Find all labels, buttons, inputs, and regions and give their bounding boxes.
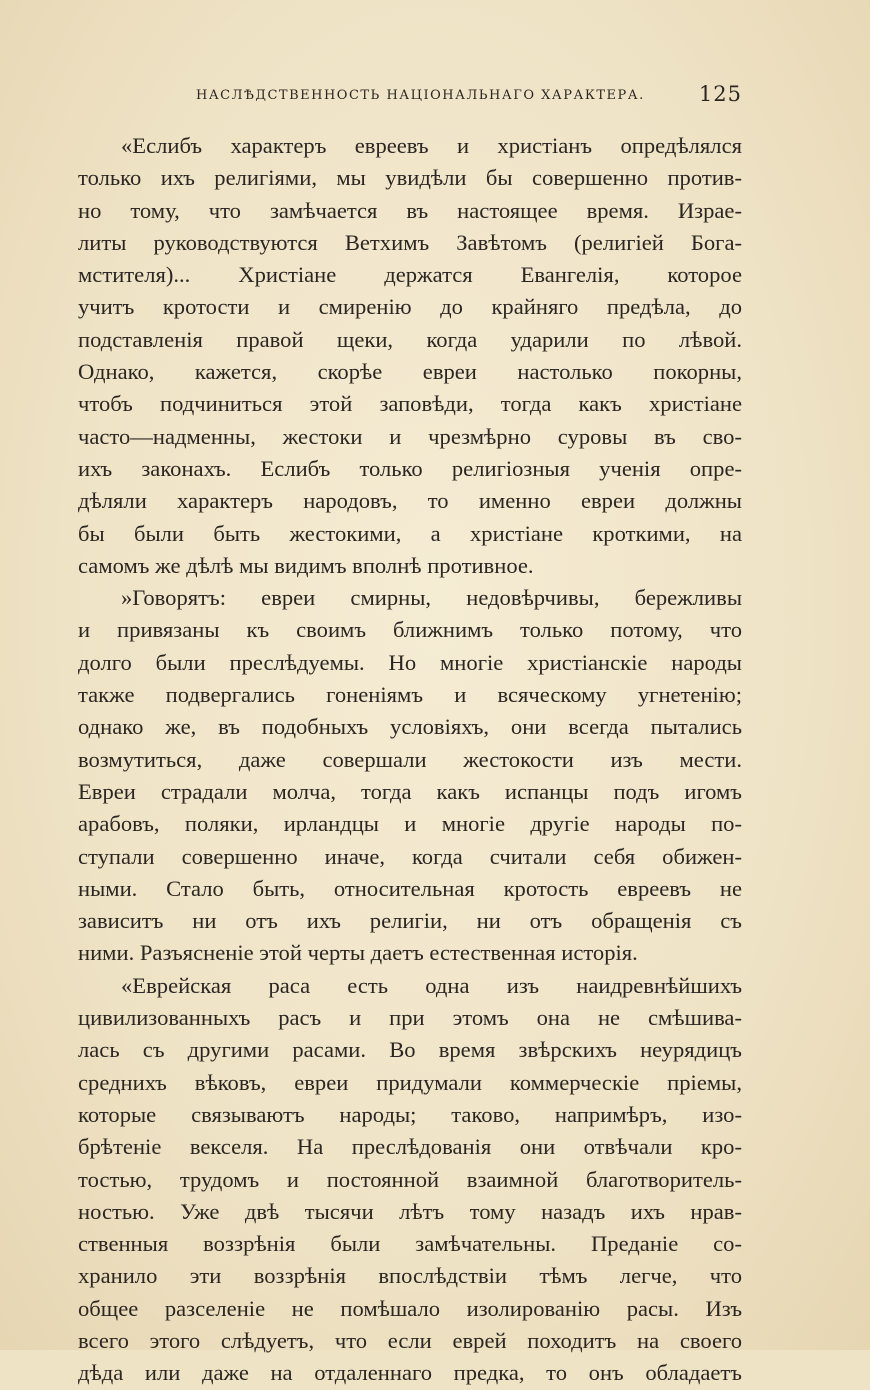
text-line: ступали совершенно иначе, когда считали себя обижен- [78,843,742,869]
text-line: ственныя воззрѣнія были замѣчательны. Преданіе со- [78,1231,742,1257]
text-line: брѣтеніе векселя. На преслѣдованія они отвѣчали кро- [78,1134,742,1160]
text-line: »Говорятъ: евреи смирны, недовѣрчивы, бережливы [121,585,742,611]
text-line: общее разселеніе не помѣшало изолированію расы. Изъ [78,1295,742,1321]
text-line: ихъ законахъ. Еслибъ только религіозныя ученія опре- [78,455,742,481]
text-line: дѣда или даже на отдаленнаго предка, то онъ обладаетъ [78,1360,742,1386]
text-line: всего этого слѣдуетъ, что если еврей походитъ на своего [78,1327,742,1353]
text-line: цивилизованныхъ расъ и при этомъ она не смѣшива- [78,1005,742,1031]
text-line: ностью. Уже двѣ тысячи лѣтъ тому назадъ ихъ нрав- [78,1198,742,1224]
text-line: литы руководствуются Ветхимъ Завѣтомъ (религіей Бога- [78,229,742,255]
text-line: Однако, кажется, скорѣе евреи настолько покорны, [78,359,742,385]
text-line: которые связываютъ народы; таково, напримѣръ, изо- [78,1101,742,1127]
text-line: мстителя)... Христіане держатся Евангелія, которое [78,262,742,288]
text-line: лась съ другими расами. Во время звѣрскихъ неурядицъ [78,1037,742,1063]
text-line: тостью, трудомъ и постоянной взаимной благотворитель- [78,1166,742,1192]
text-line: «Еврейская раса есть одна изъ наидревнѣйшихъ [121,972,742,998]
text-line: Евреи страдали молча, тогда какъ испанцы подъ игомъ [78,778,742,804]
text-line: подставленія правой щеки, когда ударили по лѣвой. [78,326,742,352]
text-line: ними. Разъясненіе этой черты даетъ естественная исторія. [78,940,638,966]
text-line: также подвергались гоненіямъ и всяческому угнетенію; [78,682,742,708]
text-line: хранило эти воззрѣнія впослѣдствіи тѣмъ легче, что [78,1263,742,1289]
text-line: однако же, въ подобныхъ условіяхъ, они всегда пытались [78,714,742,740]
page-number: 125 [698,82,742,106]
text-line: зависитъ ни отъ ихъ религіи, ни отъ обращенія съ [78,908,742,934]
body-text [78,130,742,1390]
text-line: дѣляли характеръ народовъ, то именно евреи должны [78,488,742,514]
text-line: долго были преслѣдуемы. Но многіе христіанскіе народы [78,649,742,675]
text-line: чтобъ подчиниться этой заповѣди, тогда какъ христіане [78,391,742,417]
text-line: среднихъ вѣковъ, евреи придумали коммерческіе пріемы, [78,1069,742,1095]
page-header [78,82,742,112]
text-line: только ихъ религіями, мы увидѣли бы совершенно против- [78,165,742,191]
text-line: возмутиться, даже совершали жестокости изъ мести. [78,746,742,772]
text-line: арабовъ, поляки, ирландцы и многіе другіе народы по- [78,811,742,837]
text-line: бы были быть жестокими, а христіане кроткими, на [78,520,742,546]
text-line: и привязаны къ своимъ ближнимъ только потому, что [78,617,742,643]
text-line: самомъ же дѣлѣ мы видимъ вполнѣ противное. [78,552,534,578]
text-line: часто—надменны, жестоки и чрезмѣрно суровы въ сво- [78,423,742,449]
text-line: учитъ кротости и смиренію до крайняго предѣла, до [78,294,742,320]
text-line: ными. Стало быть, относительная кротость евреевъ не [78,875,742,901]
text-line: «Еслибъ характеръ евреевъ и христіанъ опредѣлялся [121,133,742,158]
running-title: НАСЛѢДСТВЕННОСТЬ НАЦІОНАЛЬНАГО ХАРАКТЕРА. [196,88,645,103]
text-line: но тому, что замѣчается въ настоящее время. Израе- [78,197,742,223]
